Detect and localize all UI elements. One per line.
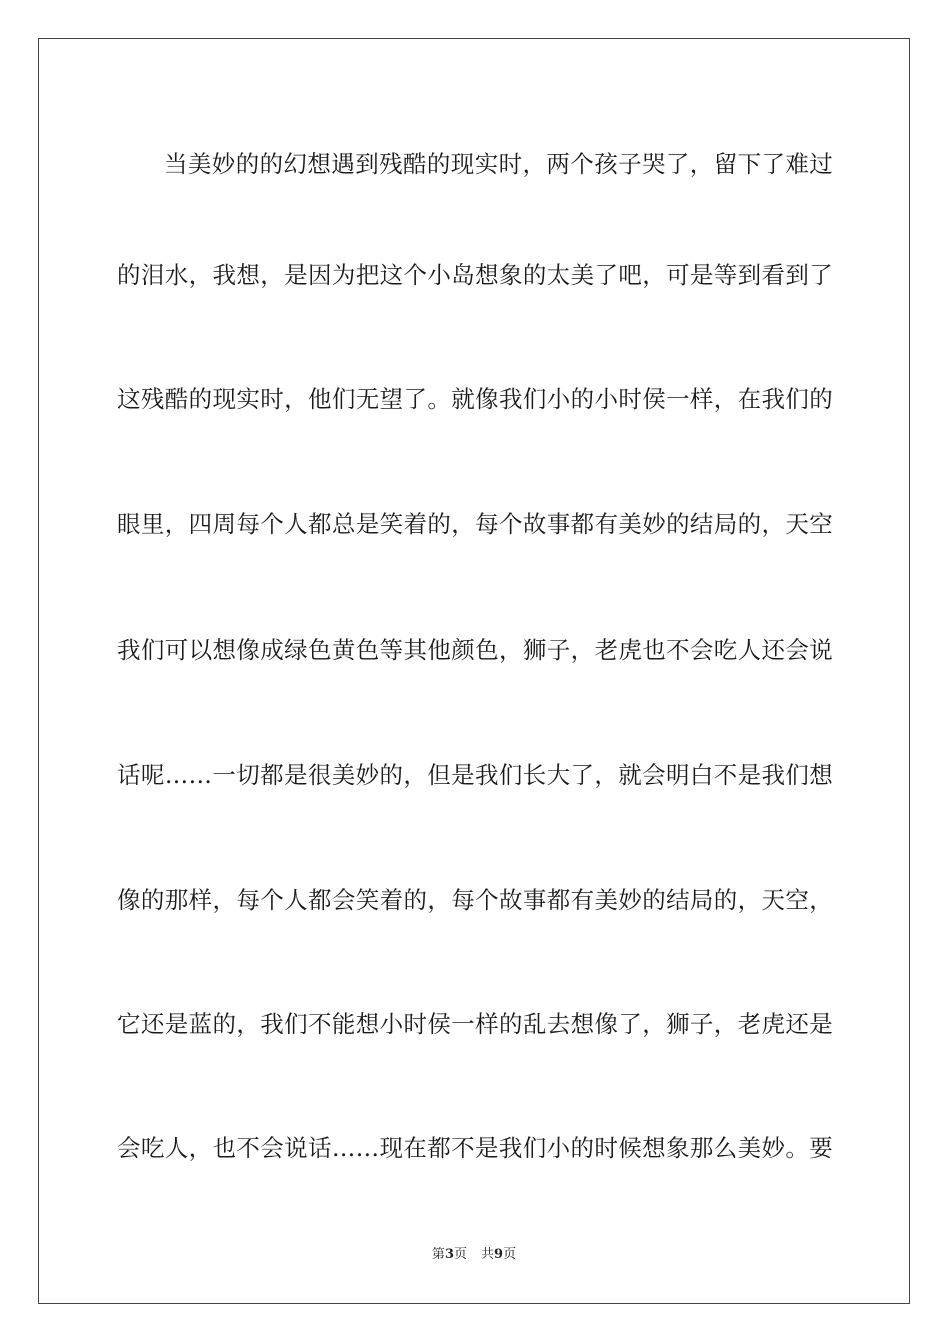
page-footer <box>39 1246 909 1264</box>
text-line-8: 它还是蓝的，我们不能想小时侯一样的乱去想像了，狮子，老虎还是 <box>117 1010 833 1038</box>
page-total: 9 <box>494 1247 504 1262</box>
text-line-1: 当美妙的的幻想遇到残酷的现实时，两个孩子哭了，留下了难过 <box>164 150 833 178</box>
text-line-6: 话呢……一切都是很美妙的，但是我们长大了，就会明白不是我们想 <box>117 761 833 789</box>
text-line-2: 的泪水，我想，是因为把这个小岛想象的太美了吧，可是等到看到了 <box>117 261 833 289</box>
text-line-4: 眼里，四周每个人都总是笑着的，每个故事都有美妙的结局的，天空 <box>117 510 833 538</box>
total-prefix: 共 <box>481 1247 495 1262</box>
page-frame <box>38 38 910 1304</box>
text-line-9: 会吃人，也不会说话……现在都不是我们小的时候想象那么美妙。要 <box>117 1134 833 1162</box>
total-suffix: 页 <box>503 1247 517 1262</box>
text-line-3: 这残酷的现实时，他们无望了。就像我们小的小时侯一样，在我们的 <box>117 385 833 413</box>
page-suffix: 页 <box>453 1247 467 1262</box>
page-prefix: 第 <box>431 1247 445 1262</box>
text-line-7: 像的那样，每个人都会笑着的，每个故事都有美妙的结局的，天空， <box>117 886 833 914</box>
page-current: 3 <box>444 1247 454 1262</box>
text-line-5: 我们可以想像成绿色黄色等其他颜色，狮子，老虎也不会吃人还会说 <box>117 636 833 664</box>
body-text <box>39 39 909 1303</box>
